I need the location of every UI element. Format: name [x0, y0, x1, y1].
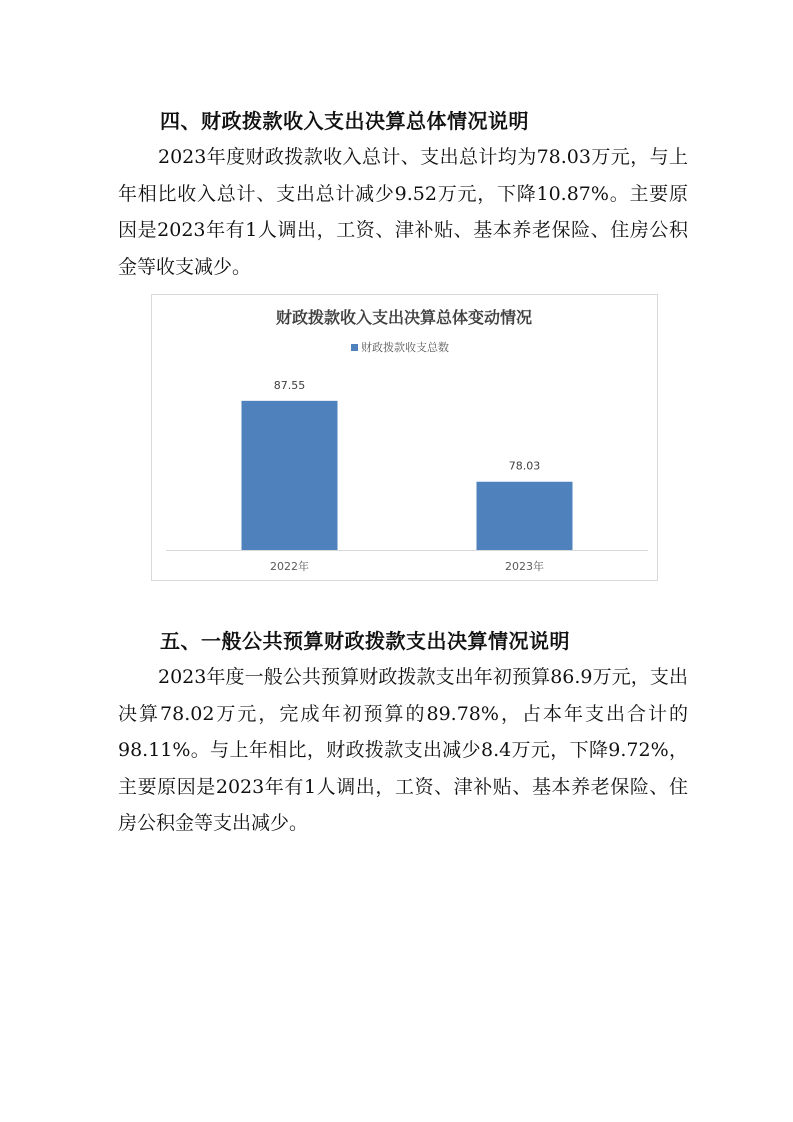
legend-swatch — [351, 344, 358, 351]
bar-chart — [152, 295, 657, 580]
section-5-paragraph: 2023年度一般公共预算财政拨款支出年初预算86.9万元，支出决算78.02万元，完成年初预算的89.78%，占本年支出合计的98.11%。与上年相比，财政拨款支出减少8.4万元，下降9.72%，主要原因是2023年有1人调出，工资、津补贴、基本养老保险、住房公积金等支出减少。 — [118, 666, 688, 834]
x-tick-label: 2023年 — [505, 560, 544, 573]
section-5-heading: 五、一般公共预算财政拨款支出决算情况说明 — [160, 629, 570, 653]
bar-2023年 — [477, 482, 573, 550]
data-label: 87.55 — [273, 378, 306, 392]
bar-2022年 — [242, 401, 338, 550]
chart-title: 财政拨款收入支出决算总体变动情况 — [275, 308, 533, 327]
legend-label: 财政拨款收支总数 — [361, 341, 449, 354]
section-4-heading: 四、财政拨款收入支出决算总体情况说明 — [160, 109, 529, 133]
x-tick-label: 2022年 — [270, 560, 309, 573]
section-4-paragraph: 2023年度财政拨款收入总计、支出总计均为78.03万元，与上年相比收入总计、支出总计减少9.52万元，下降10.87%。主要原因是2023年有1人调出，工资、津补贴、基本养老保险、住房公积金等收支减少。 — [118, 146, 688, 278]
chart-container — [151, 294, 658, 581]
data-label: 78.03 — [508, 459, 541, 473]
